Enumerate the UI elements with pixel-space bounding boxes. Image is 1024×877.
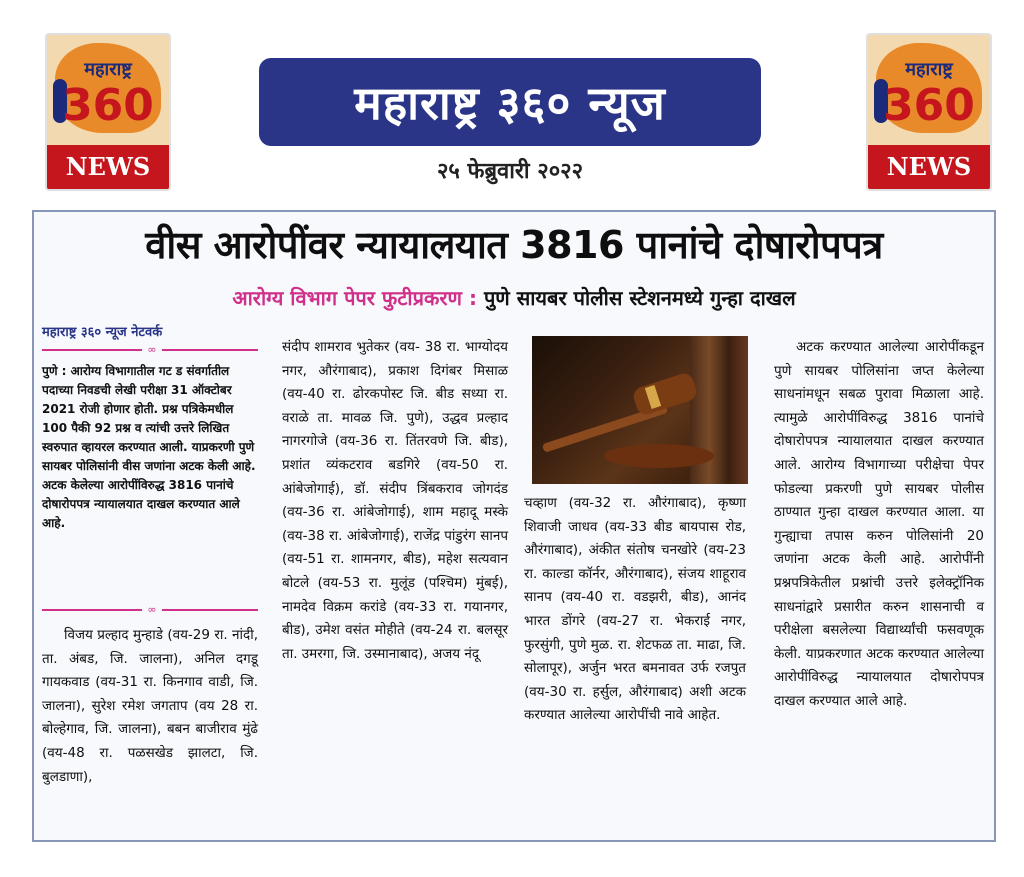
logo-left [45,33,171,191]
article-byline: महाराष्ट्र ३६० न्यूज नेटवर्क [42,325,163,340]
logo-news-label: NEWS [47,145,169,189]
article-headline: वीस आरोपींवर न्यायालयात 3816 पानांचे दोषारोपपत्र [145,223,883,267]
masthead-date: २५ फेब्रुवारी २०२२ [436,159,584,184]
divider-top [42,344,258,356]
article-column-3: चव्हाण (वय-32 रा. औरंगाबाद), कृष्णा शिवाजी जाधव (वय-33 बीड बायपास रोड, औरंगाबाद), अंकीत संतोष चनखोरे (वय-23 रा. काल्डा कॉर्नर, औरंगाबाद), संजय शाहूराव सानप (वय-40 रा. वडझरी, बीड), आनंद भारत डोंगरे (वय-27 रा. भेकराई नगर, फुरसुंगी, पुणे मुळ. रा. शेटफळ ता. माढा, जि. सोलापूर), अर्जुन भरत बमनावत उर्फ रजपुत (वय-30 रा. हर्सुल, औरंगाबाद) अशी अटक करण्यात आलेल्या आरोपींची नावे आहेत. [524,495,746,724]
logo-name: महाराष्ट्र [905,59,953,80]
logo-news-label: NEWS [868,145,990,189]
divider-bottom [42,604,258,616]
logo-number: 360 [883,80,975,131]
logo-number: 360 [62,80,154,131]
article-column-4: अटक करण्यात आलेल्या आरोपींकडून पुणे सायबर पोलिसांना जप्त केलेल्या साधनांमधून सबळ पुरावा मिळाला आहे. त्यामुळे आरोपींविरुद्ध 3816 पानांचे दोषारोपपत्र न्यायालयात दाखल करण्यात आले. आरोग्य विभागाच्या परीक्षेचा पेपर फोडल्या प्रकरणी पुणे सायबर पोलीस ठाण्यात गुन्हा दाखल करण्यात आला. या गुन्ह्याचा तपास करुन पोलिसांनी 20 जणांना अटक केली आहे. आरोपींनी प्रश्नपत्रिकेतील प्रश्नांची उत्तरे इलेक्ट्रॉनिक साधनांद्वारे प्रसारीत करुन शासनाची व परीक्षेला बसलेल्या विद्यार्थ्यांची फसवणूक केली. याप्रकरणात अटक करण्यात आलेल्या आरोपींविरुद्ध न्यायालयात दोषारोपपत्र दाखल करण्यात आले आहे. [774,339,984,709]
logo-name: महाराष्ट्र [84,59,132,80]
subhead-topic: आरोग्य विभाग पेपर फुटीप्रकरण : [232,286,477,310]
article-intro: पुणे : आरोग्य विभागातील गट ड संवर्गातील पदाच्या निवडची लेखी परीक्षा 31 ऑक्टोबर 2021 रोजी होणार होती. प्रश्न पत्रिकेमधील 100 पैकी 92 प्रश्न व त्यांची उत्तरे लिखित स्वरुपात व्हायरल करण्यात आली. याप्रकरणी पुणे सायबर पोलिसांनी वीस जणांना अटक केली आहे. अटक केलेल्या आरोपींविरुद्ध 3816 पानांचे दोषारोपपत्र न्यायालयात दाखल करण्यात आले आहे. [42,364,256,530]
article-subhead [34,284,994,312]
divider-ornament-icon: ∞ [147,603,157,616]
masthead-title: महाराष्ट्र ३६० न्यूज [259,58,761,146]
divider-ornament-icon: ∞ [147,343,157,356]
gavel-photo [532,336,748,484]
article-column-2: संदीप शामराव भुतेकर (वय- 38 रा. भाग्योदय नगर, औरंगाबाद), प्रकाश दिगंबर मिसाळ (वय-40 रा. ढोरकपोस्ट जि. बीड सध्या रा. वराळे ता. मावळ जि. पुणे), उद्धव प्रल्हाद नागरगोजे (वय-36 रा. तिंतरवणे जि. बीड), प्रशांत व्यंकटराव बडगिरे (वय-50 रा. आंबेजोगाई), डॉ. संदीप त्रिंबकराव जोगदंड (वय-36 रा. आंबेजोगाई), शाम महादू मस्के (वय-38 रा. आंबेजोगाई), राजेंद्र पांडुरंग सानप (वय-51 रा. शामनगर, बीड), महेश सत्यवान बोटले (वय-53 रा. मुलूंड (पश्चिम) मुंबई), नामदेव विक्रम करांडे (वय-33 रा. गयानगर, बीड), उमेश वसंत मोहीते (वय-24 रा. बलसूर ता. उमरगा, जि. उस्मानाबाद), अजय नंदू [282,339,508,662]
logo-right [866,33,992,191]
article-column-1: विजय प्रल्हाद मुन्हाडे (वय-29 रा. नांदी, ता. अंबड, जि. जालना), अनिल दगडू गायकवाड (वय-31 रा. किनगाव वाडी, जि. जालना), सुरेश रमेश जगताप (वय 28 रा. बोल्हेगाव, जि. जालना), बबन बाजीराव मुंढे (वय-48 रा. पळसखेड झालटा, जि. बुलडाणा), [42,627,258,785]
article-frame [32,210,996,842]
subhead-detail: पुणे सायबर पोलीस स्टेशनमध्ये गुन्हा दाखल [483,286,796,310]
